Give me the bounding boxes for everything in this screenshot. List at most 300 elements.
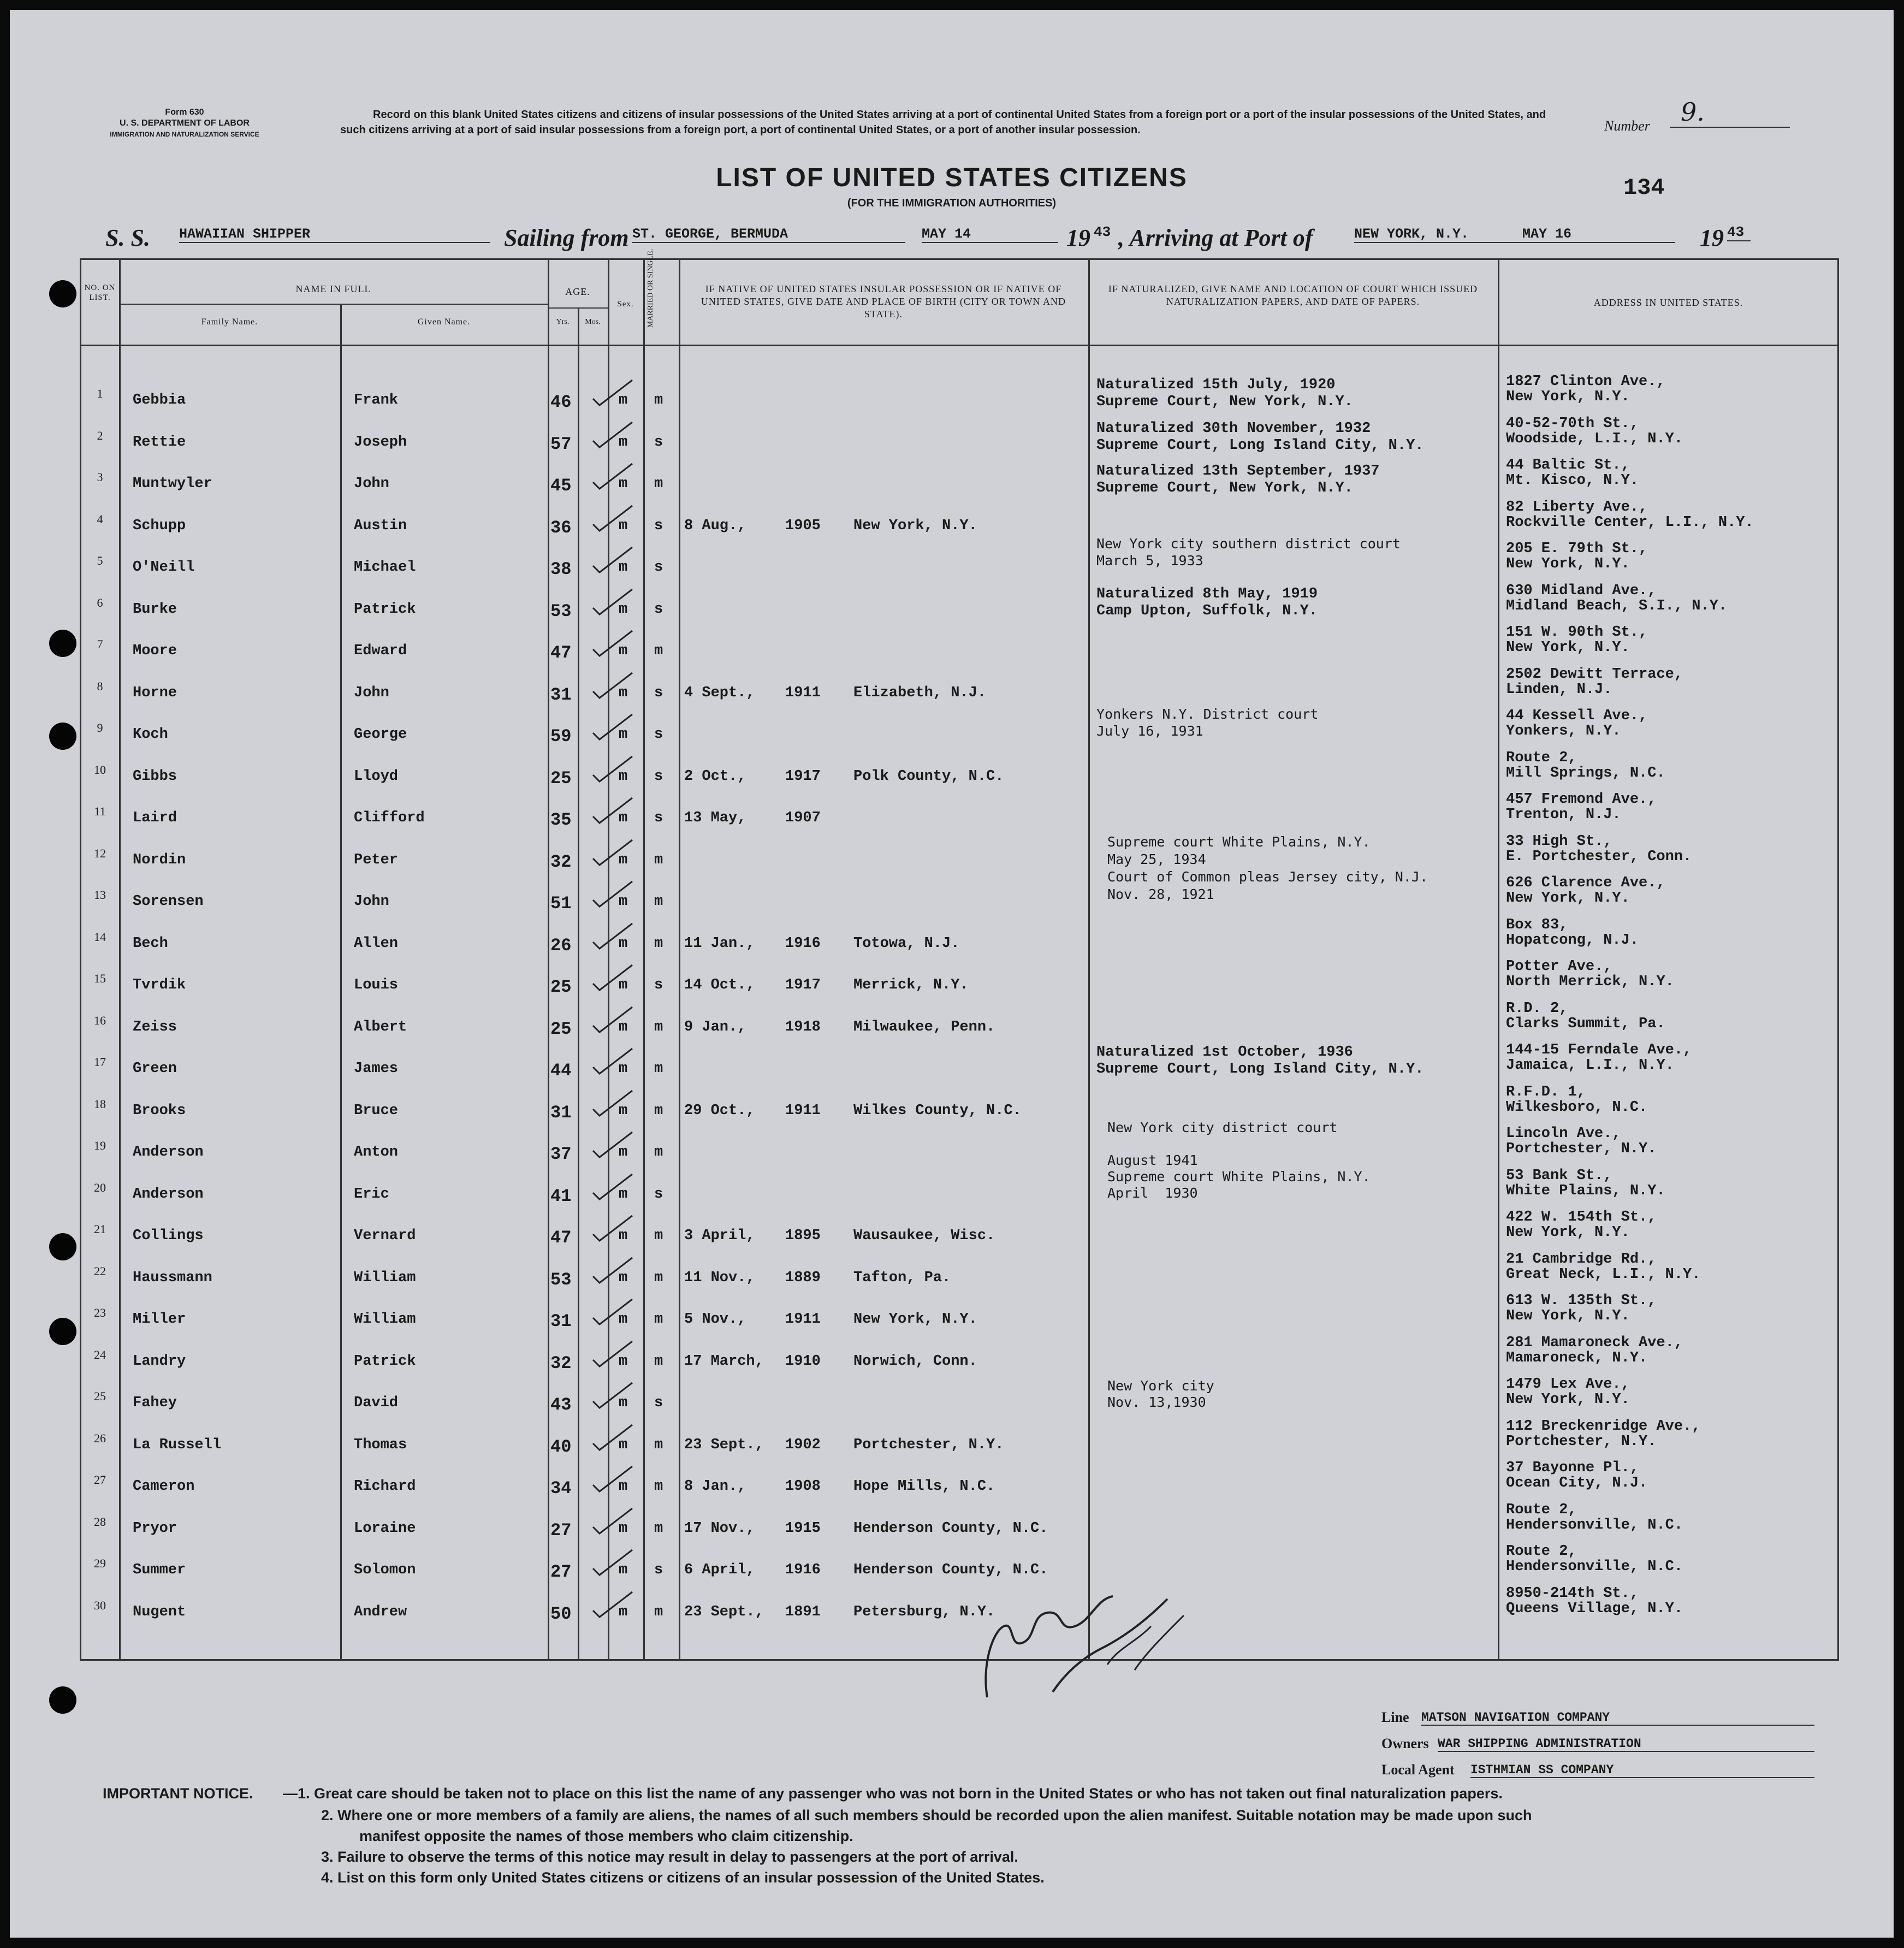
check-mark-icon — [589, 1547, 638, 1579]
address-line-1: Route 2, — [1506, 749, 1577, 766]
row-number: 11 — [94, 804, 106, 818]
address-line-2: Mt. Kisco, N.Y. — [1506, 472, 1639, 489]
row-number: 30 — [94, 1598, 106, 1612]
address-line-1: 626 Clarence Ave., — [1506, 875, 1665, 891]
given-name: George — [354, 726, 407, 743]
sex: m — [619, 1562, 628, 1578]
given-name: Michael — [354, 559, 416, 576]
col-header-age: AGE. — [565, 286, 590, 297]
age-years: 31 — [550, 1311, 572, 1331]
check-mark-icon — [589, 544, 638, 577]
birth-place: Tafton, Pa. — [853, 1269, 951, 1286]
row-number: 9 — [97, 721, 103, 735]
birth-place: Milwaukee, Penn. — [853, 1019, 995, 1035]
punch-hole — [49, 723, 76, 750]
address-line-1: 112 Breckenridge Ave., — [1506, 1418, 1701, 1435]
address-line-1: 44 Baltic St., — [1506, 457, 1630, 473]
family-name: Haussmann — [133, 1269, 212, 1286]
age-years: 43 — [550, 1395, 572, 1415]
family-name: O'Neill — [133, 559, 195, 576]
birth-day: 17 March, — [684, 1353, 764, 1370]
row-number: 3 — [97, 470, 103, 484]
birth-year: 1918 — [785, 1019, 821, 1035]
row-number: 13 — [94, 888, 106, 902]
table-bottom-rule — [80, 1659, 1839, 1661]
birth-place: Henderson County, N.C. — [853, 1520, 1048, 1537]
address-line-1: Route 2, — [1506, 1501, 1577, 1518]
marital-status: m — [654, 893, 663, 910]
check-mark-icon — [589, 878, 638, 911]
given-name: John — [354, 684, 389, 701]
address-line-2: Linden, N.J. — [1506, 681, 1612, 698]
address-line-1: 53 Bank St., — [1506, 1167, 1612, 1184]
age-years: 32 — [550, 1353, 572, 1373]
age-years: 50 — [550, 1603, 572, 1624]
sex: m — [619, 768, 628, 785]
address-line-2: Clarks Summit, Pa. — [1506, 1015, 1665, 1032]
address-line-1: 21 Cambridge Rd., — [1506, 1251, 1657, 1268]
family-name: Muntwyler — [133, 476, 212, 492]
age-years: 44 — [550, 1061, 572, 1081]
sex: m — [619, 851, 628, 868]
row-number: 4 — [97, 512, 103, 526]
address-line-2: New York, N.Y. — [1506, 640, 1630, 656]
inspector-signature — [971, 1566, 1200, 1708]
family-name: Anderson — [133, 1186, 204, 1203]
sex: m — [619, 392, 628, 408]
address-line-2: New York, N.Y. — [1506, 1224, 1630, 1241]
address-line-1: Potter Ave., — [1506, 958, 1612, 975]
sex: m — [619, 977, 628, 993]
row-number: 19 — [94, 1139, 106, 1152]
address-line-1: 8950-214th St., — [1506, 1585, 1639, 1602]
check-mark-icon — [589, 1171, 638, 1204]
age-years: 57 — [550, 434, 572, 454]
given-name: Austin — [354, 517, 407, 534]
row-number: 21 — [94, 1222, 106, 1236]
stamp-number: 134 — [1623, 175, 1665, 201]
birth-year: 1917 — [785, 977, 821, 993]
sex: m — [619, 810, 628, 826]
birth-day: 9 Jan., — [684, 1019, 746, 1035]
check-mark-icon — [589, 1087, 638, 1120]
address-line-1: 281 Mamaroneck Ave., — [1506, 1334, 1683, 1351]
birth-day: 6 April, — [684, 1562, 755, 1578]
row-number: 14 — [94, 929, 106, 944]
age-years: 31 — [550, 684, 572, 705]
given-name: Eric — [354, 1186, 389, 1203]
check-mark-icon — [589, 1379, 638, 1412]
sex: m — [619, 1228, 628, 1244]
address-line-1: 144-15 Ferndale Ave., — [1506, 1042, 1692, 1058]
address-line-1: 1479 Lex Ave., — [1506, 1376, 1630, 1393]
birth-day: 4 Sept., — [684, 684, 755, 701]
col-rule — [643, 258, 645, 1661]
address-line-2: Yonkers, N.Y. — [1506, 723, 1621, 739]
naturalization-note: New York city district court August 1941 Supreme court White Plains, N.Y. April 1930 — [1107, 1120, 1371, 1201]
col-rule — [119, 258, 121, 1661]
birth-day: 29 Oct., — [684, 1102, 755, 1119]
family-name: La Russell — [133, 1436, 222, 1453]
marital-status: m — [654, 1436, 663, 1453]
family-name: Pryor — [133, 1520, 177, 1537]
form-number: Form 630 — [165, 108, 204, 117]
check-mark-icon — [589, 627, 638, 660]
family-name: Green — [133, 1061, 177, 1077]
col-header-no: NO. ON LIST. — [84, 283, 116, 302]
marital-status: m — [654, 476, 663, 492]
sex: m — [619, 1186, 628, 1203]
given-name: Peter — [354, 851, 399, 868]
birth-place: New York, N.Y. — [853, 1311, 977, 1328]
ss-label: S. S. — [105, 224, 150, 251]
manifest-sheet — [10, 10, 1894, 1938]
birth-day: 8 Aug., — [684, 517, 746, 534]
naturalization-note: Naturalized 1st October, 1936 Supreme Court, Long Island City, N.Y. — [1096, 1044, 1424, 1077]
age-years: 45 — [550, 476, 572, 496]
col-header-address: ADDRESS IN UNITED STATES. — [1593, 297, 1743, 308]
address-line-2: North Merrick, N.Y. — [1506, 974, 1674, 990]
address-line-1: 457 Fremond Ave., — [1506, 791, 1657, 808]
marital-status: m — [654, 935, 663, 952]
given-name: John — [354, 893, 389, 910]
row-number: 2 — [97, 428, 103, 442]
col-header-mos: Mos. — [585, 318, 601, 326]
given-name: Albert — [354, 1019, 407, 1035]
number-value: 9. — [1670, 97, 1790, 128]
birth-year: 1907 — [785, 810, 821, 826]
birth-place: Totowa, N.J. — [853, 935, 960, 952]
birth-year: 1910 — [785, 1353, 821, 1370]
birth-year: 1895 — [785, 1228, 821, 1244]
sex: m — [619, 1436, 628, 1453]
notice-title: IMPORTANT NOTICE. — [103, 1785, 253, 1802]
family-name: Fahey — [133, 1395, 177, 1411]
age-years: 27 — [550, 1520, 572, 1541]
age-years: 27 — [550, 1562, 572, 1582]
sailing-date: MAY 14 — [922, 226, 1058, 243]
birth-day: 13 May, — [684, 810, 746, 826]
birth-year: 1917 — [785, 768, 821, 785]
marital-status: s — [654, 1395, 663, 1411]
check-mark-icon — [589, 1212, 638, 1245]
birth-place: Elizabeth, N.J. — [853, 684, 987, 701]
service: IMMIGRATION AND NATURALIZATION SERVICE — [110, 131, 259, 138]
address-line-2: Midland Beach, S.I., N.Y. — [1506, 597, 1728, 614]
given-name: Andrew — [354, 1603, 407, 1620]
sex: m — [619, 684, 628, 701]
given-name: Joseph — [354, 434, 407, 451]
given-name: James — [354, 1061, 399, 1077]
naturalization-note: Naturalized 8th May, 1919 Camp Upton, Suffolk, N.Y. — [1096, 586, 1318, 619]
marital-status: m — [654, 1019, 663, 1035]
age-years: 25 — [550, 768, 572, 789]
address-line-2: Rockville Center, L.I., N.Y. — [1506, 514, 1754, 531]
given-name: David — [354, 1395, 399, 1411]
family-name: Anderson — [133, 1144, 204, 1160]
given-name: Lloyd — [354, 768, 399, 785]
row-number: 24 — [94, 1347, 106, 1361]
naturalization-note: Yonkers N.Y. District court July 16, 1931 — [1096, 706, 1319, 739]
family-name: Koch — [133, 726, 168, 743]
given-name: Louis — [354, 977, 399, 993]
given-name: William — [354, 1269, 416, 1286]
marital-status: s — [654, 1562, 663, 1578]
check-mark-icon — [589, 419, 638, 452]
birth-place: Henderson County, N.C. — [853, 1562, 1048, 1578]
address-line-1: 205 E. 79th St., — [1506, 541, 1648, 557]
family-name: Tvrdik — [133, 977, 186, 993]
table-right-rule — [1837, 258, 1839, 1661]
row-number: 5 — [97, 554, 103, 567]
agent-value: ISTHMIAN SS COMPANY — [1470, 1763, 1814, 1778]
check-mark-icon — [589, 377, 638, 410]
punch-hole — [49, 280, 76, 307]
family-name: Brooks — [133, 1102, 186, 1119]
given-name: William — [354, 1311, 416, 1328]
family-name: Summer — [133, 1562, 186, 1578]
sex: m — [619, 1061, 628, 1077]
check-mark-icon — [589, 711, 638, 744]
address-line-2: Hendersonville, N.C. — [1506, 1517, 1683, 1533]
age-years: 25 — [550, 977, 572, 997]
check-mark-icon — [589, 837, 638, 869]
row-number: 20 — [94, 1180, 106, 1194]
sex: m — [619, 1269, 628, 1286]
check-mark-icon — [589, 1589, 638, 1621]
department: U. S. DEPARTMENT OF LABOR — [120, 119, 250, 128]
punch-hole — [49, 1686, 76, 1714]
punch-hole — [49, 1318, 76, 1345]
marital-status: m — [654, 643, 663, 659]
marital-status: s — [654, 726, 663, 743]
notice-item-3: 3. Failure to observe the terms of this notice may result in delay to passengers at the port of arrival. — [321, 1849, 1018, 1865]
family-name: Zeiss — [133, 1019, 177, 1035]
sailing-from: ST. GEORGE, BERMUDA — [632, 226, 905, 243]
birth-place: Polk County, N.C. — [853, 768, 1004, 785]
marital-status: m — [654, 1102, 663, 1119]
age-years: 35 — [550, 810, 572, 830]
row-number: 29 — [94, 1556, 106, 1570]
sex: m — [619, 434, 628, 451]
age-years: 46 — [550, 392, 572, 412]
col-header-family: Family Name. — [201, 317, 258, 327]
birth-year: 1905 — [785, 517, 821, 534]
year-prefix-2: 19 — [1700, 224, 1724, 251]
age-years: 31 — [550, 1102, 572, 1123]
age-years: 40 — [550, 1436, 572, 1457]
birth-year: 1911 — [785, 684, 821, 701]
year-prefix: 19 — [1066, 224, 1090, 251]
table-top-rule — [80, 258, 1839, 260]
line-value: MATSON NAVIGATION COMPANY — [1421, 1710, 1814, 1726]
row-number: 16 — [94, 1013, 106, 1027]
check-mark-icon — [589, 1129, 638, 1162]
family-name: Laird — [133, 810, 177, 826]
owners-label: Owners — [1381, 1736, 1429, 1751]
birth-day: 11 Nov., — [684, 1269, 755, 1286]
naturalization-note: Supreme court White Plains, N.Y. May 25, 1934 Court of Common pleas Jersey city, N.J. Nov. 28, 1921 — [1107, 834, 1428, 902]
col-header-name: NAME IN FULL — [295, 283, 371, 294]
given-name: Solomon — [354, 1562, 416, 1578]
col-rule — [679, 258, 680, 1661]
birth-year: 1915 — [785, 1520, 821, 1537]
marital-status: m — [654, 392, 663, 408]
family-name: Rettie — [133, 434, 186, 451]
address-line-2: Great Neck, L.I., N.Y. — [1506, 1266, 1701, 1283]
given-name: Frank — [354, 392, 399, 408]
marital-status: m — [654, 1311, 663, 1328]
marital-status: s — [654, 684, 663, 701]
address-line-2: E. Portchester, Conn. — [1506, 848, 1692, 865]
page-title: LIST OF UNITED STATES CITIZENS — [716, 163, 1188, 192]
row-number: 22 — [94, 1264, 106, 1278]
given-name: Anton — [354, 1144, 399, 1160]
birth-day: 5 Nov., — [684, 1311, 746, 1328]
family-name: Horne — [133, 684, 177, 701]
age-years: 47 — [550, 1228, 572, 1248]
marital-status: s — [654, 517, 663, 534]
birth-place: Portchester, N.Y. — [853, 1436, 1004, 1453]
address-line-2: Ocean City, N.J. — [1506, 1475, 1648, 1491]
family-name: Moore — [133, 643, 177, 659]
address-line-2: Trenton, N.J. — [1506, 807, 1621, 823]
check-mark-icon — [589, 1422, 638, 1454]
row-number: 17 — [94, 1055, 106, 1069]
table-header-rule — [80, 345, 1839, 346]
given-name: Patrick — [354, 1353, 416, 1370]
given-name: Patrick — [354, 601, 416, 618]
address-line-1: 37 Bayonne Pl., — [1506, 1460, 1639, 1476]
sex: m — [619, 935, 628, 952]
age-years: 36 — [550, 517, 572, 538]
marital-status: m — [654, 1269, 663, 1286]
family-name: Landry — [133, 1353, 186, 1370]
naturalization-note: Naturalized 13th September, 1937 Supreme Court, New York, N.Y. — [1096, 463, 1380, 496]
address-line-1: 151 W. 90th St., — [1506, 624, 1648, 641]
check-mark-icon — [589, 962, 638, 994]
birth-year: 1916 — [785, 935, 821, 952]
line-label: Line — [1381, 1709, 1409, 1725]
naturalization-note: Naturalized 30th November, 1932 Supreme Court, Long Island City, N.Y. — [1096, 421, 1424, 454]
marital-status: s — [654, 1186, 663, 1203]
col-header-birth: IF NATIVE OF UNITED STATES INSULAR POSSESSION OR IF NATIVE OF UNITED STATES, GIVE DATE AND PLACE OF BIRTH (CITY OR TOWN AND STATE). — [701, 283, 1066, 319]
given-name: Thomas — [354, 1436, 407, 1453]
marital-status: s — [654, 768, 663, 785]
birth-day: 11 Jan., — [684, 935, 755, 952]
given-name: Clifford — [354, 810, 425, 826]
family-name: Cameron — [133, 1478, 195, 1495]
address-line-1: 422 W. 154th St., — [1506, 1209, 1657, 1225]
row-number: 12 — [94, 846, 106, 860]
row-number: 28 — [94, 1514, 106, 1529]
address-line-1: 40-52-70th St., — [1506, 415, 1639, 432]
given-name: John — [354, 476, 389, 492]
age-years: 34 — [550, 1478, 572, 1499]
sex: m — [619, 893, 628, 910]
col-rule — [578, 309, 579, 1661]
birth-year: 1911 — [785, 1102, 821, 1119]
birth-year: 1908 — [785, 1478, 821, 1495]
form-issuer — [75, 107, 294, 140]
naturalization-note: New York city southern district court March 5, 1933 — [1096, 536, 1401, 569]
address-line-2: Queens Village, N.Y. — [1506, 1600, 1683, 1617]
birth-day: 23 Sept., — [684, 1603, 764, 1620]
notice-item-4: 4. List on this form only United States citizens or citizens of an insular possession of the United States. — [321, 1869, 1045, 1886]
check-mark-icon — [589, 502, 638, 535]
age-years: 53 — [550, 1269, 572, 1290]
punch-hole — [49, 1233, 76, 1260]
col-rule — [1088, 258, 1090, 1661]
check-mark-icon — [589, 1505, 638, 1538]
col-rule — [1498, 258, 1499, 1661]
owners-value: WAR SHIPPING ADMINISTRATION — [1438, 1737, 1814, 1752]
family-name: Gebbia — [133, 392, 186, 408]
birth-place: New York, N.Y. — [853, 517, 977, 534]
address-line-2: White Plains, N.Y. — [1506, 1182, 1665, 1199]
given-name: Vernard — [354, 1228, 416, 1244]
marital-status: m — [654, 1144, 663, 1160]
age-years: 53 — [550, 601, 572, 621]
age-years: 38 — [550, 559, 572, 579]
given-name: Richard — [354, 1478, 416, 1495]
ship-name: HAWAIIAN SHIPPER — [179, 226, 490, 243]
address-line-2: Hendersonville, N.C. — [1506, 1559, 1683, 1575]
sex: m — [619, 1019, 628, 1035]
sex: m — [619, 559, 628, 576]
marital-status: s — [654, 810, 663, 826]
sex: m — [619, 726, 628, 743]
check-mark-icon — [589, 920, 638, 953]
col-header-married: MARRIED OR SINGLE. — [646, 248, 655, 328]
address-line-2: New York, N.Y. — [1506, 556, 1630, 572]
birth-day: 23 Sept., — [684, 1436, 764, 1453]
col-header-naturalized: IF NATURALIZED, GIVE NAME AND LOCATION OF COURT WHICH ISSUED NATURALIZATION PAPERS, AND DATE OF PAPERS. — [1108, 283, 1478, 307]
address-line-1: 630 Midland Ave., — [1506, 582, 1657, 599]
naturalization-note: Naturalized 15th July, 1920 Supreme Court, New York, N.Y. — [1096, 377, 1353, 410]
marital-status: m — [654, 1353, 663, 1370]
name-header-rule — [119, 304, 548, 305]
row-number: 7 — [97, 637, 103, 651]
family-name: Miller — [133, 1311, 186, 1328]
birth-year: 1902 — [785, 1436, 821, 1453]
sailing-year: 43 — [1094, 224, 1111, 240]
instructions: Record on this blank United States citizens and citizens of insular possessions of the United States arriving at a port of continental United States from a foreign port or a port of the insular possessions of the United States, and such citizens arriving at a port of said insular possessions from a foreign port, a port of continental United States, or a port of another insular possession. — [340, 109, 1546, 136]
arriving-year: 43 — [1727, 224, 1751, 241]
birth-place: Norwich, Conn. — [853, 1353, 977, 1370]
birth-year: 1891 — [785, 1603, 821, 1620]
age-years: 47 — [550, 643, 572, 663]
address-line-1: R.D. 2, — [1506, 1000, 1568, 1017]
col-rule — [340, 305, 342, 1661]
page-subtitle: (FOR THE IMMIGRATION AUTHORITIES) — [847, 197, 1057, 209]
row-number: 27 — [94, 1473, 106, 1487]
marital-status: m — [654, 1603, 663, 1620]
arriving-port: NEW YORK, N.Y. — [1354, 226, 1523, 243]
birth-place: Petersburg, N.Y. — [853, 1603, 995, 1620]
birth-year: 1911 — [785, 1311, 821, 1328]
check-mark-icon — [589, 1004, 638, 1037]
check-mark-icon — [589, 1045, 638, 1078]
sailing-label: Sailing from — [504, 224, 629, 251]
birth-place: Wilkes County, N.C. — [853, 1102, 1022, 1119]
marital-status: m — [654, 1478, 663, 1495]
birth-day: 3 April, — [684, 1228, 755, 1244]
address-line-1: Box 83, — [1506, 916, 1568, 933]
arriving-label: , Arriving at Port of — [1118, 224, 1313, 251]
row-number: 1 — [97, 387, 103, 400]
number-label: Number — [1604, 118, 1650, 134]
